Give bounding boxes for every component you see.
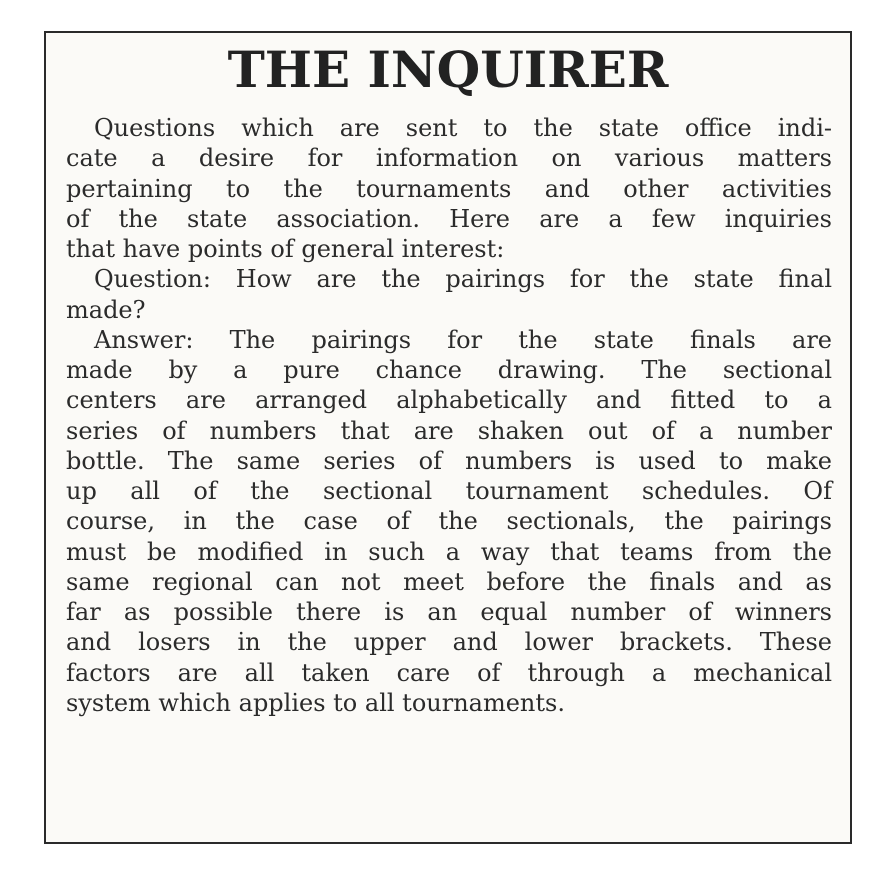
text-line: factors are all taken care of through a mechanical [66,658,832,687]
text-line: centers are arranged alphabetically and fitted to a [66,386,832,415]
text-line: Questions which are sent to the state office indi- [94,114,832,142]
text-line: course, in the case of the sectionals, the pairings [66,507,832,536]
intro-paragraph [66,113,832,264]
headline: THE INQUIRER [227,40,669,99]
text-line: system which applies to all tournaments. [66,688,565,717]
text-line: made? [66,295,146,324]
question-paragraph [66,264,832,325]
text-line: that have points of general interest: [66,235,505,263]
text-line: and losers in the upper and lower brackets. These [66,628,832,657]
text-line: cate a desire for information on various matters [66,144,832,173]
newspaper-clipping [44,31,852,844]
text-line: same regional can not meet before the finals and as [66,567,832,596]
article-body [66,113,832,718]
text-line: up all of the sectional tournament schedules. Of [66,477,832,505]
text-line: series of numbers that are shaken out of a number [66,416,832,445]
text-line: far as possible there is an equal number of winners [66,598,832,626]
text-line: made by a pure chance drawing. The sectional [66,356,832,384]
answer-paragraph [66,325,832,718]
text-line: Answer: The pairings for the state finals are [94,325,832,354]
text-line: pertaining to the tournaments and other activities [66,174,832,203]
text-line: bottle. The same series of numbers is used to make [66,446,832,475]
text-line: Question: How are the pairings for the state final [94,265,832,294]
text-line: must be modified in such a way that teams from the [66,537,832,566]
text-line: of the state association. Here are a few inquiries [66,204,832,233]
